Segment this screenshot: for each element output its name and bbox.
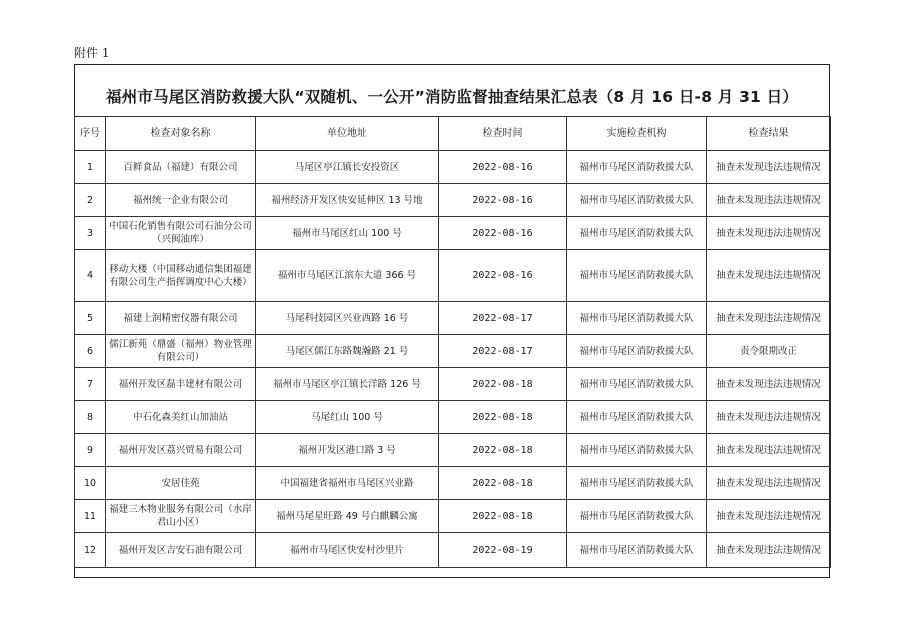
- cell-no: 3: [75, 217, 106, 250]
- cell-address: 福州市马尾区江滨东大道 366 号: [256, 250, 439, 302]
- cell-date: 2022-08-18: [439, 401, 567, 434]
- cell-result: 抽查未发现违法违规情况: [707, 500, 831, 533]
- cell-no: 10: [75, 467, 106, 500]
- cell-agency: 福州市马尾区消防救援大队: [567, 151, 707, 184]
- cell-agency: 福州市马尾区消防救援大队: [567, 467, 707, 500]
- cell-date: 2022-08-19: [439, 533, 567, 568]
- cell-date: 2022-08-16: [439, 217, 567, 250]
- cell-agency: 福州市马尾区消防救援大队: [567, 302, 707, 335]
- cell-date: 2022-08-16: [439, 151, 567, 184]
- header-date: 检查时间: [439, 117, 567, 151]
- cell-date: 2022-08-18: [439, 434, 567, 467]
- cell-no: 8: [75, 401, 106, 434]
- cell-no: 11: [75, 500, 106, 533]
- header-agency: 实施检查机构: [567, 117, 707, 151]
- cell-name: 中石化森美红山加油站: [106, 401, 256, 434]
- cell-agency: 福州市马尾区消防救援大队: [567, 335, 707, 368]
- cell-name: 福州开发区荔兴贸易有限公司: [106, 434, 256, 467]
- attachment-label: 附件 1: [74, 46, 110, 60]
- cell-address: 福州经济开发区快安延伸区 13 号地: [256, 184, 439, 217]
- cell-address: 马尾区亭江镇长安投资区: [256, 151, 439, 184]
- header-no: 序号: [75, 117, 106, 151]
- table-row: [75, 401, 831, 434]
- cell-address: 福州市马尾区亭江镇长洋路 126 号: [256, 368, 439, 401]
- table-row: [75, 302, 831, 335]
- cell-result: 抽查未发现违法违规情况: [707, 217, 831, 250]
- cell-name: 儒江新苑（鼎盛（福州）物业管理有限公司）: [106, 335, 256, 368]
- report-frame: [74, 64, 830, 578]
- header-address: 单位地址: [256, 117, 439, 151]
- cell-result: 责令限期改正: [707, 335, 831, 368]
- cell-no: 2: [75, 184, 106, 217]
- cell-result: 抽查未发现违法违规情况: [707, 368, 831, 401]
- cell-date: 2022-08-18: [439, 467, 567, 500]
- cell-address: 福州马尾星旺路 49 号白麒麟公寓: [256, 500, 439, 533]
- cell-result: 抽查未发现违法违规情况: [707, 302, 831, 335]
- cell-name: 百鲜食品（福建）有限公司: [106, 151, 256, 184]
- results-table: [74, 116, 831, 568]
- cell-agency: 福州市马尾区消防救援大队: [567, 368, 707, 401]
- cell-name: 移动大楼（中国移动通信集团福建有限公司生产指挥调度中心大楼）: [106, 250, 256, 302]
- cell-agency: 福州市马尾区消防救援大队: [567, 401, 707, 434]
- cell-address: 福州市马尾区红山 100 号: [256, 217, 439, 250]
- header-name: 检查对象名称: [106, 117, 256, 151]
- cell-name: 福建三木物业服务有限公司（水岸君山小区）: [106, 500, 256, 533]
- cell-no: 5: [75, 302, 106, 335]
- cell-date: 2022-08-18: [439, 368, 567, 401]
- cell-agency: 福州市马尾区消防救援大队: [567, 184, 707, 217]
- cell-date: 2022-08-16: [439, 250, 567, 302]
- table-row: [75, 533, 831, 568]
- cell-name: 福州统一企业有限公司: [106, 184, 256, 217]
- table-row: [75, 184, 831, 217]
- cell-date: 2022-08-17: [439, 335, 567, 368]
- cell-address: 福州市马尾区快安村沙里片: [256, 533, 439, 568]
- table-row: [75, 434, 831, 467]
- cell-no: 6: [75, 335, 106, 368]
- table-row: [75, 335, 831, 368]
- cell-address: 马尾区儒江东路魏瀚路 21 号: [256, 335, 439, 368]
- cell-no: 4: [75, 250, 106, 302]
- table-row: [75, 500, 831, 533]
- table-row: [75, 151, 831, 184]
- cell-agency: 福州市马尾区消防救援大队: [567, 250, 707, 302]
- header-result: 检查结果: [707, 117, 831, 151]
- cell-no: 9: [75, 434, 106, 467]
- cell-result: 抽查未发现违法违规情况: [707, 467, 831, 500]
- table-title: 福州市马尾区消防救援大队“双随机、一公开”消防监督抽查结果汇总表（8 月 16 日-8 月 31 日）: [105, 88, 799, 106]
- cell-result: 抽查未发现违法违规情况: [707, 401, 831, 434]
- cell-agency: 福州市马尾区消防救援大队: [567, 500, 707, 533]
- table-row: [75, 250, 831, 302]
- cell-result: 抽查未发现违法违规情况: [707, 250, 831, 302]
- cell-name: 安居佳苑: [106, 467, 256, 500]
- header-row: [75, 117, 831, 151]
- cell-name: 福建上润精密仪器有限公司: [106, 302, 256, 335]
- cell-name: 中国石化销售有限公司石油分公司（兴闽油库）: [106, 217, 256, 250]
- cell-address: 中国福建省福州市马尾区兴业路: [256, 467, 439, 500]
- cell-address: 马尾红山 100 号: [256, 401, 439, 434]
- cell-name: 福州开发区磊丰建材有限公司: [106, 368, 256, 401]
- table-row: [75, 368, 831, 401]
- cell-no: 1: [75, 151, 106, 184]
- cell-no: 12: [75, 533, 106, 568]
- table-row: [75, 467, 831, 500]
- cell-result: 抽查未发现违法违规情况: [707, 533, 831, 568]
- cell-address: 福州开发区港口路 3 号: [256, 434, 439, 467]
- cell-agency: 福州市马尾区消防救援大队: [567, 533, 707, 568]
- cell-agency: 福州市马尾区消防救援大队: [567, 434, 707, 467]
- cell-result: 抽查未发现违法违规情况: [707, 434, 831, 467]
- cell-address: 马尾科技园区兴业西路 16 号: [256, 302, 439, 335]
- cell-date: 2022-08-18: [439, 500, 567, 533]
- cell-result: 抽查未发现违法违规情况: [707, 151, 831, 184]
- cell-date: 2022-08-17: [439, 302, 567, 335]
- cell-name: 福州开发区吉安石油有限公司: [106, 533, 256, 568]
- table-row: [75, 217, 831, 250]
- cell-date: 2022-08-16: [439, 184, 567, 217]
- cell-result: 抽查未发现违法违规情况: [707, 184, 831, 217]
- cell-agency: 福州市马尾区消防救援大队: [567, 217, 707, 250]
- cell-no: 7: [75, 368, 106, 401]
